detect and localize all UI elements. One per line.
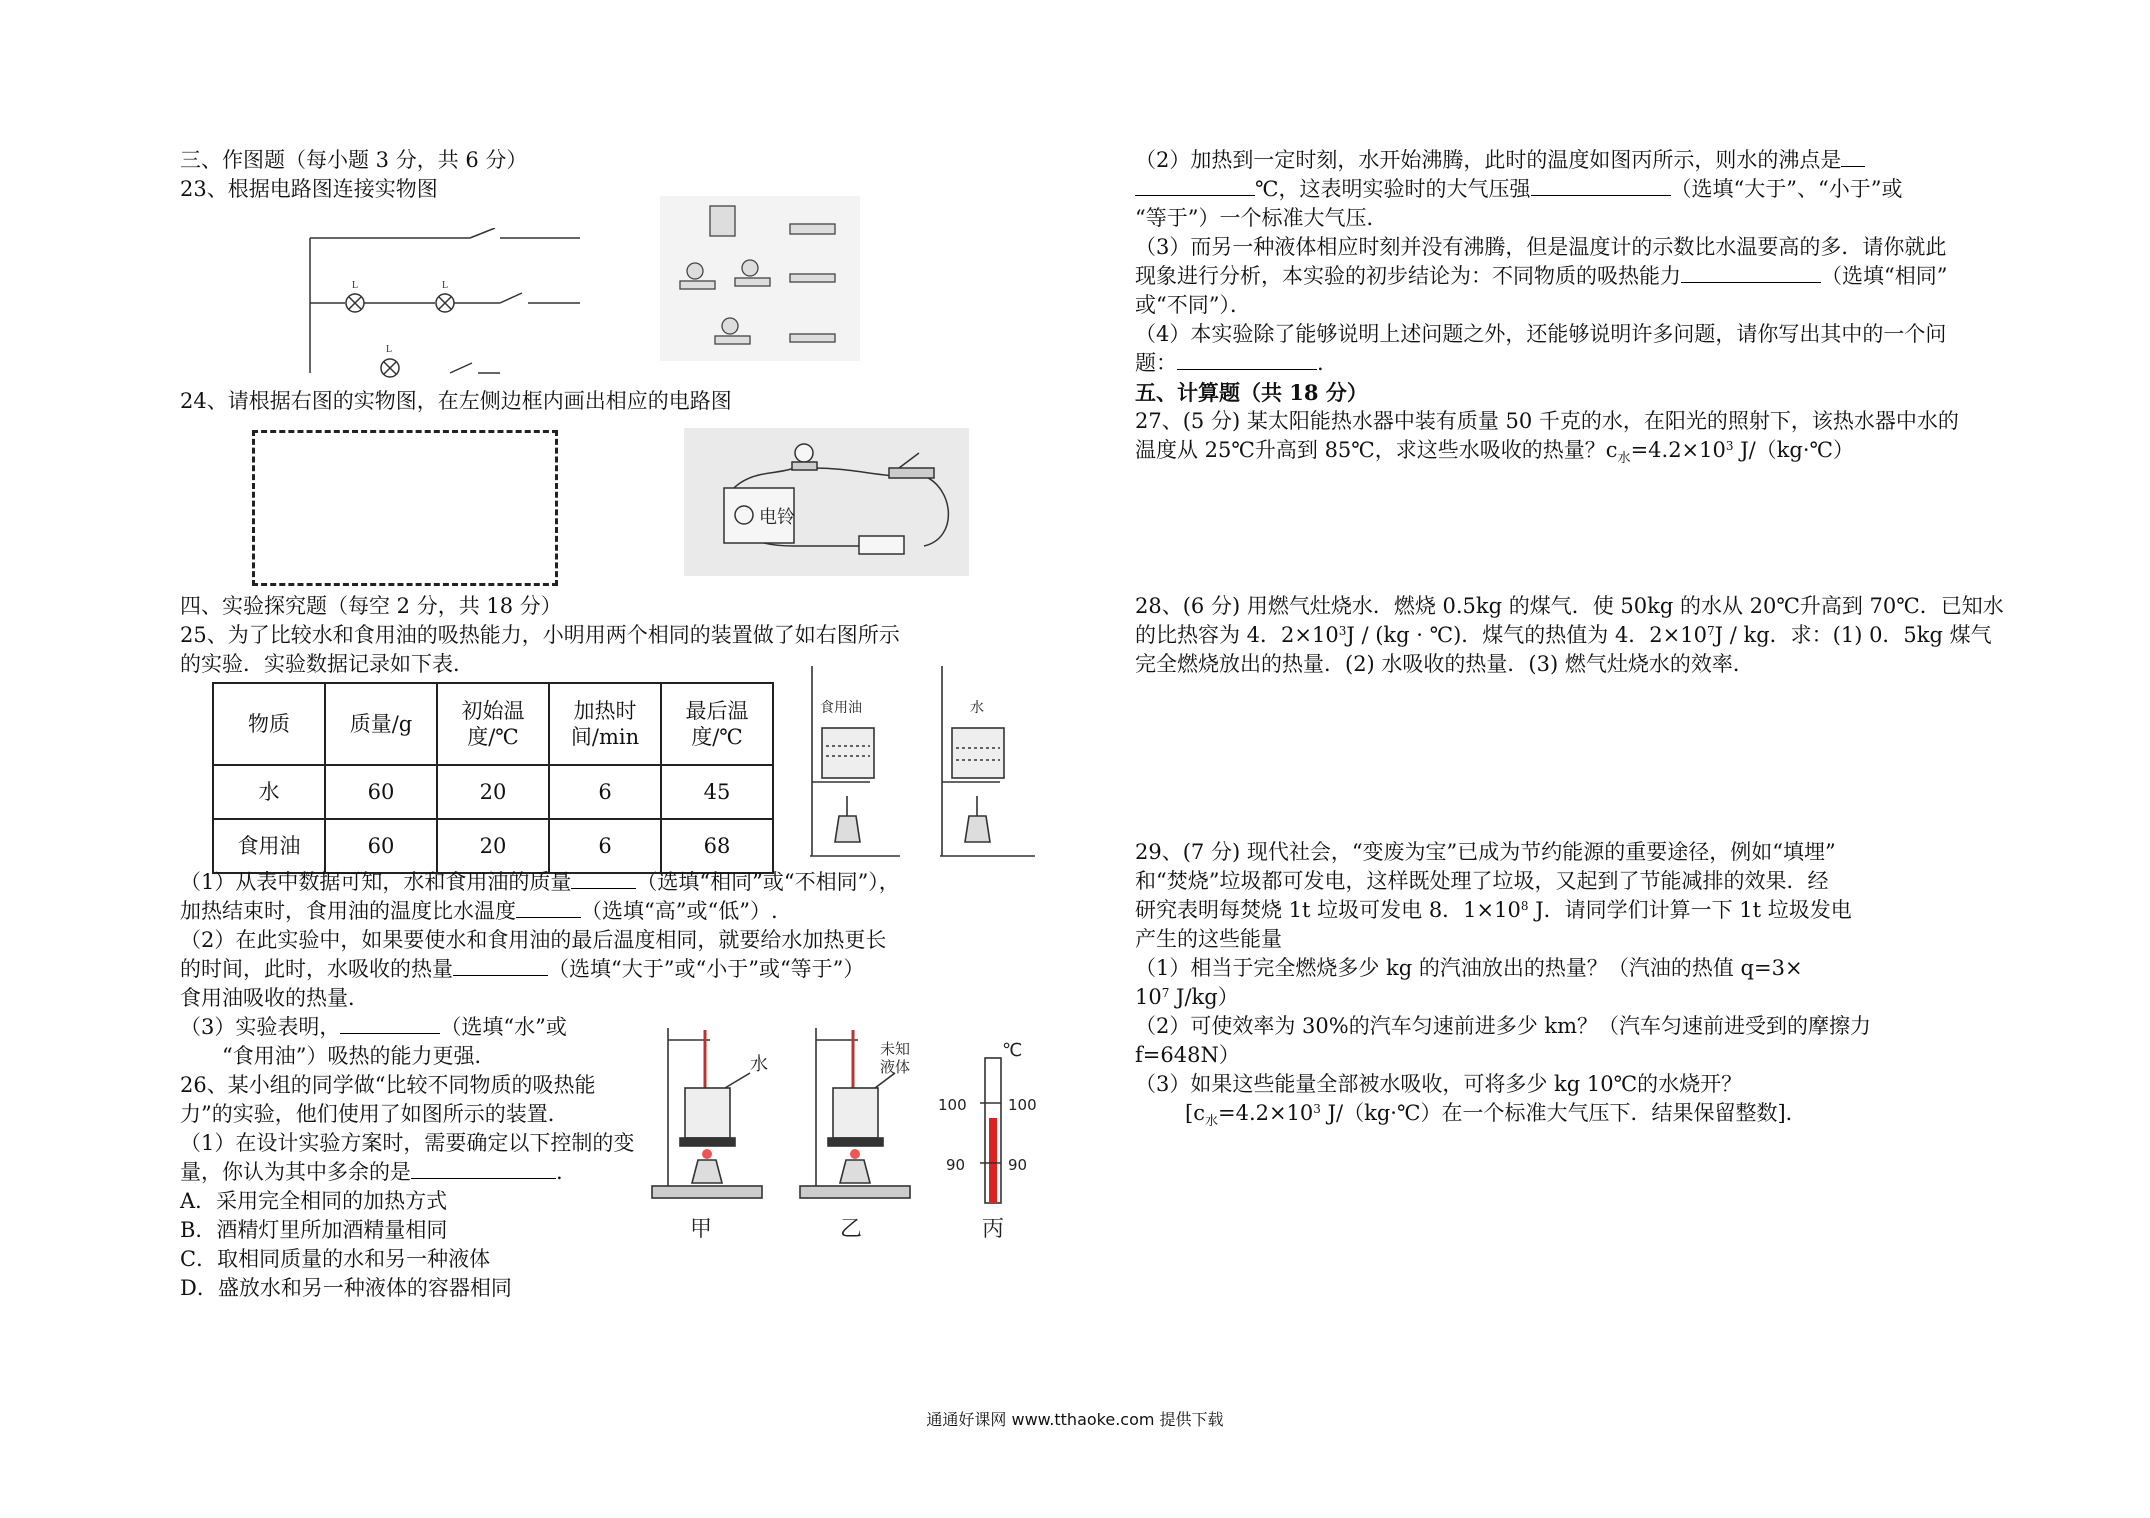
q24-answer-box[interactable]	[252, 430, 558, 586]
q28-line2a: 的比热容为 4．2×10	[1135, 623, 1339, 647]
table-header-cell: 初始温 度/℃	[437, 683, 549, 765]
thermometer-100-right: 100	[1008, 1096, 1037, 1114]
fig26-unknown-label-1: 未知	[880, 1040, 911, 1058]
thermometer-90-right: 90	[1008, 1156, 1028, 1174]
bell-label: 电铃	[759, 507, 795, 528]
left-column	[180, 146, 1030, 204]
q27-sub: 水	[1617, 451, 1631, 467]
q26-blank-3[interactable]	[1135, 175, 1255, 196]
q29-2b: f=648N）	[1135, 1043, 1240, 1067]
fig25-oil-label: 食用油	[820, 700, 862, 716]
q27-sup: 3	[1725, 439, 1734, 453]
q23-physical-components	[660, 196, 860, 361]
q26-1b: 量，你认为其中多余的是	[180, 1160, 411, 1184]
table-row	[213, 765, 773, 819]
option-b: B．酒精灯里所加酒精量相同	[180, 1218, 448, 1242]
q29-3c: =4.2×10	[1217, 1101, 1314, 1125]
q28-block	[1135, 592, 2004, 679]
table-cell: 6	[549, 819, 661, 873]
q25-blank-4[interactable]	[340, 1013, 440, 1034]
section-5-title: 五、计算题（共 18 分）	[1135, 380, 1368, 405]
q25-apparatus-figure	[790, 656, 1050, 861]
table-header-cell: 物质	[213, 683, 325, 765]
q26-2a: （2）加热到一定时刻，水开始沸腾，此时的温度如图丙所示，则水的沸点是	[1135, 148, 1842, 172]
q27-line2b: =4.2×10	[1630, 438, 1726, 462]
q29-line3b: J．请同学们计算一下 1t 垃圾发电	[1528, 898, 1852, 922]
q29-1b: 10	[1135, 985, 1162, 1009]
option-a: A．采用完全相同的加热方式	[180, 1189, 448, 1213]
option-d: D．盛放水和另一种液体的容器相同	[180, 1276, 512, 1300]
thermometer-100-left: 100	[938, 1096, 967, 1114]
q29-3b: [c	[1185, 1101, 1205, 1125]
q29-sup: 8	[1520, 899, 1529, 913]
q25-data-table	[212, 682, 774, 874]
right-column	[1135, 146, 1995, 473]
q29-2a: （2）可使效率为 30%的汽车匀速前进多少 km？（汽车匀速前进受到的摩擦力	[1135, 1014, 1872, 1038]
question-23: 23、根据电路图连接实物图	[180, 177, 438, 201]
q25-3b: （选填“水”或	[440, 1015, 567, 1039]
q25-blank-2[interactable]	[516, 897, 581, 918]
q27-line2c: J/（kg·℃）	[1733, 438, 1855, 462]
q26-blank-4[interactable]	[1531, 175, 1671, 196]
table-header-cell: 最后温 度/℃	[661, 683, 773, 765]
q26-2d: “等于”）一个标准大气压．	[1135, 206, 1388, 230]
svg-text:L: L	[386, 344, 393, 355]
q28-sup1: 3	[1338, 624, 1347, 638]
q25-1a: （1）从表中数据可知，水和食用油的质量	[180, 870, 572, 894]
q24-bell-circuit	[684, 428, 969, 576]
q26-4b: 题：	[1135, 351, 1177, 375]
q26-4a: （4）本实验除了能够说明上述问题之外，还能够说明许多问题，请你写出其中的一个问	[1135, 322, 1947, 346]
table-header-cell: 质量/g	[325, 683, 437, 765]
table-header-cell: 加热时 间/min	[549, 683, 661, 765]
q26-blank-6[interactable]	[1177, 349, 1317, 370]
q25-1b: （选填“相同”或“不相同”），	[636, 870, 900, 894]
svg-text:L: L	[442, 280, 449, 291]
q28-line3: 完全燃烧放出的热量．(2) 水吸收的热量．(3) 燃气灶烧水的效率．	[1135, 652, 1754, 676]
page-footer: 通通好课网 www.tthaoke.com 提供下载	[926, 1410, 1224, 1429]
q29-line1: 29、(7 分) 现代社会，“变废为宝”已成为节约能源的重要途径，例如“填埋”	[1135, 840, 1836, 864]
table-cell: 6	[549, 765, 661, 819]
q25-line1: 25、为了比较水和食用油的吸热能力，小明用两个相同的装置做了如右图所示	[180, 623, 900, 647]
table-cell: 20	[437, 765, 549, 819]
table-cell: 60	[325, 819, 437, 873]
q26-3d: 或“不同”）．	[1135, 293, 1251, 317]
q26-4c: .	[1317, 351, 1324, 375]
q25-2b: 的时间，此时，水吸收的热量	[180, 957, 453, 981]
thermometer-unit-label: ℃	[1002, 1040, 1023, 1061]
q25-blank-3[interactable]	[453, 955, 548, 976]
q29-1sup: 7	[1161, 986, 1170, 1000]
q25-blank-1[interactable]	[571, 868, 636, 889]
q26-3a: （3）而另一种液体相应时刻并没有沸腾，但是温度计的示数比水温要高的多．请你就此	[1135, 235, 1947, 259]
q26-2b: ℃，这表明实验时的大气压强	[1255, 177, 1531, 201]
q25-2d: 食用油吸收的热量．	[180, 986, 369, 1010]
q26-3b: 现象进行分析，本实验的初步结论为：不同物质的吸热能力	[1135, 264, 1681, 288]
fig26-jia-label: 甲	[690, 1217, 713, 1242]
q28-line1: 28、(6 分) 用燃气灶烧水．燃烧 0.5kg 的煤气．使 50kg 的水从 20℃升高到 70℃．已知水	[1135, 594, 2004, 618]
q27-line2a: 温度从 25℃升高到 85℃，求这些水吸收的热量？c	[1135, 438, 1618, 462]
q26-apparatus-figure	[650, 1018, 1050, 1258]
table-cell: 食用油	[213, 819, 325, 873]
q25-1d: （选填“高”或“低”）.	[581, 899, 778, 923]
option-c: C．取相同质量的水和另一种液体	[180, 1247, 491, 1271]
q28-sup2: 7	[1707, 624, 1715, 638]
q25-3a: （3）实验表明，	[180, 1015, 341, 1039]
q29-3d: J/（kg·℃）在一个标准大气压下．结果保留整数]．	[1320, 1101, 1807, 1125]
q29-line3a: 研究表明每焚烧 1t 垃圾可发电 8．1×10	[1135, 898, 1521, 922]
q29-3sub: 水	[1204, 1114, 1218, 1130]
q29-1c: J/kg）	[1169, 985, 1239, 1009]
fig26-yi-label: 乙	[840, 1217, 863, 1242]
fig26-bing-label: 丙	[982, 1217, 1005, 1242]
q29-3sup: 3	[1313, 1102, 1321, 1116]
q24-block	[180, 387, 1030, 416]
fig26-water-label: 水	[750, 1054, 768, 1075]
q25-2c: （选填“大于”或“小于”或“等于”）	[548, 957, 865, 981]
fig26-unknown-label-2: 液体	[880, 1058, 911, 1076]
svg-text:L: L	[352, 280, 359, 291]
q26-3c: （选填“相同”	[1821, 264, 1948, 288]
q25-line2: 的实验．实验数据记录如下表．	[180, 652, 474, 676]
question-24: 24、请根据右图的实物图，在左侧边框内画出相应的电路图	[180, 389, 732, 413]
q29-3a: （3）如果这些能量全部被水吸收，可将多少 kg 10℃的水烧开？	[1135, 1072, 1743, 1096]
table-cell: 水	[213, 765, 325, 819]
table-cell: 45	[661, 765, 773, 819]
table-header-row	[213, 683, 773, 765]
q26-blank-2[interactable]	[1841, 146, 1865, 167]
q27-line1: 27、(5 分) 某太阳能热水器中装有质量 50 千克的水，在阳光的照射下，该热水器中水的	[1135, 409, 1959, 433]
table-cell: 68	[661, 819, 773, 873]
q28-line2b: J / (kg · ℃)．煤气的热值为 4．2×10	[1346, 623, 1707, 647]
q26-1c: .	[556, 1160, 563, 1184]
q26-line2: 力”的实验，他们使用了如图所示的装置．	[180, 1102, 569, 1126]
q26-blank-1[interactable]	[411, 1158, 556, 1179]
q29-line2: 和“焚烧”垃圾都可发电，这样既处理了垃圾，又起到了节能减排的效果．经	[1135, 869, 1829, 893]
q26-blank-5[interactable]	[1681, 262, 1821, 283]
section-3-title: 三、作图题（每小题 3 分，共 6 分）	[180, 148, 528, 172]
table-row	[213, 819, 773, 873]
q25-3c: “食用油”）吸热的能力更强．	[222, 1044, 496, 1068]
q26-1a: （1）在设计实验方案时，需要确定以下控制的变	[180, 1131, 635, 1155]
fig25-water-label: 水	[970, 700, 984, 716]
q26-line1: 26、某小组的同学做“比较不同物质的吸热能	[180, 1073, 596, 1097]
q23-circuit-diagram	[300, 228, 620, 388]
q29-block	[1135, 838, 1995, 1136]
section-4-title: 四、实验探究题（每空 2 分，共 18 分）	[180, 594, 562, 618]
q29-1a: （1）相当于完全燃烧多少 kg 的汽油放出的热量？（汽油的热值 q=3×	[1135, 956, 1803, 980]
q25-1c: 加热结束时，食用油的温度比水温度	[180, 899, 516, 923]
table-cell: 20	[437, 819, 549, 873]
q25-2a: （2）在此实验中，如果要使水和食用油的最后温度相同，就要给水加热更长	[180, 928, 887, 952]
q29-line4: 产生的这些能量	[1135, 927, 1282, 951]
thermometer-90-left: 90	[946, 1156, 966, 1174]
q28-line2c: J / kg．求：(1) 0．5kg 煤气	[1714, 623, 1992, 647]
table-cell: 60	[325, 765, 437, 819]
q26-2c: （选填“大于”、“小于”或	[1670, 177, 1903, 201]
